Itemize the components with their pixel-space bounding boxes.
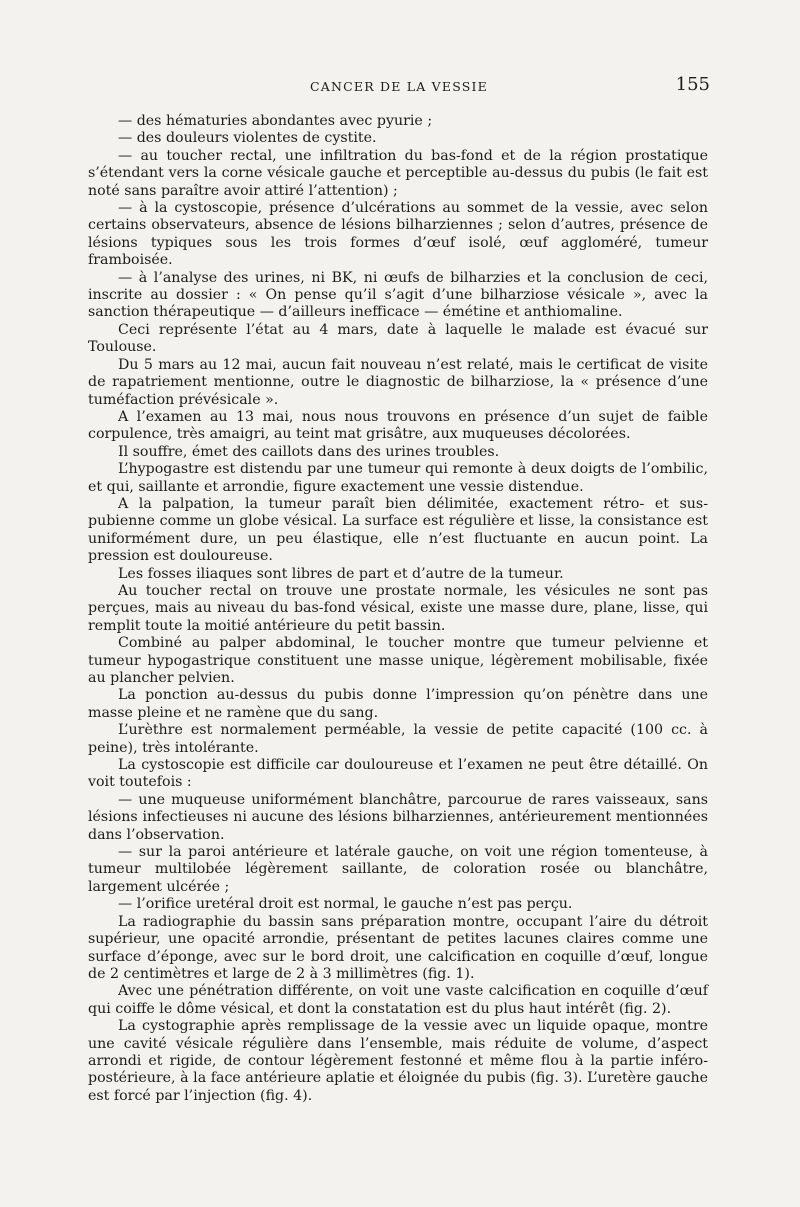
paragraph: — à l’analyse des urines, ni BK, ni œufs de bilharzies et la conclusion de ceci, inscrite au dossier : « On pense qu’il s’agit d’une bilharziose vésicale », avec la sanction thérapeutique — d’ailleurs inefficace — émétine et anthiomaline. xyxy=(88,269,708,321)
paragraph: — à la cystoscopie, présence d’ulcérations au sommet de la vessie, avec selon certains observateurs, absence de lésions bilharziennes ; selon d’autres, présence de lésions typiques sous les trois formes d’œuf isolé, œuf aggloméré, tumeur framboisée. xyxy=(88,200,708,269)
paragraph: L’hypogastre est distendu par une tumeur qui remonte à deux doigts de l’ombilic, et qui, saillante et arrondie, figure exactement une vessie distendue. xyxy=(88,461,708,495)
paragraph: — l’orifice uretéral droit est normal, le gauche n’est pas perçu. xyxy=(118,896,573,913)
paragraph: La radiographie du bassin sans préparation montre, occupant l’aire du détroit supérieur, une opacité arrondie, présentant de petites lacunes claires comme une surface d’éponge, avec sur le bord droit, une calcification en coquille d’œuf, longue de 2 centimètres et large de 2 à 3 millimètres (fig. 1). xyxy=(88,913,708,982)
paragraph: La ponction au-dessus du pubis donne l’impression qu’on pénètre dans une masse pleine et ne ramène que du sang. xyxy=(88,687,708,721)
paragraph: Au toucher rectal on trouve une prostate normale, les vésicules ne sont pas perçues, mais au niveau du bas-fond vésical, existe une masse dure, plane, lisse, qui remplit toute la moitié antérieure du petit bassin. xyxy=(88,582,708,634)
paragraph: A l’examen au 13 mai, nous nous trouvons en présence d’un sujet de faible corpulence, très amaigri, au teint mat grisâtre, aux muqueuses décolorées. xyxy=(88,408,708,443)
page-header xyxy=(88,76,710,98)
paragraph: — au toucher rectal, une infiltration du bas-fond et de la région prostatique s’étendant vers la corne vésicale gauche et perceptible au-dessus du pubis (le fait est noté sans paraître avoir attiré l’attention) ; xyxy=(88,147,708,199)
paragraph: Du 5 mars au 12 mai, aucun fait nouveau n’est relaté, mais le certificat de visite de rapatriement mentionne, outre le diagnostic de bilharziose, la « présence d’une tuméfaction prévésicale ». xyxy=(88,356,708,408)
paragraph: La cystographie après remplissage de la vessie avec un liquide opaque, montre une cavité vésicale régulière dans l’ensemble, mais réduite de volume, d’aspect arrondi et rigide, de contour légèrement festonné et même flou à la partie inféro-postérieure, à la face antérieure aplatie et éloignée du pubis (fig. 3). L’uretère gauche est forcé par l’injection (fig. 4). xyxy=(88,1018,708,1104)
page-number: 155 xyxy=(675,74,710,95)
body-text xyxy=(88,113,708,1105)
paragraph: Les fosses iliaques sont libres de part et d’autre de la tumeur. xyxy=(118,565,564,582)
paragraph: Avec une pénétration différente, on voit une vaste calcification en coquille d’œuf qui coiffe le dôme vésical, et dont la constatation est du plus haut intérêt (fig. 2). xyxy=(88,983,708,1017)
paragraph: Ceci représente l’état au 4 mars, date à laquelle le malade est évacué sur Toulouse. xyxy=(88,321,708,356)
paragraph: La cystoscopie est difficile car douloureuse et l’examen ne peut être détaillé. On voit toutefois : xyxy=(88,757,708,791)
paragraph: A la palpation, la tumeur paraît bien délimitée, exactement rétro- et sus-pubienne comme un globe vésical. La surface est régulière et lisse, la consistance est uniformément dure, un peu élastique, elle n’est fluctuante en aucun point. La pression est douloureuse. xyxy=(88,495,708,565)
paragraph: L’urèthre est normalement perméable, la vessie de petite capacité (100 cc. à peine), très intolérante. xyxy=(88,722,708,756)
running-title: CANCER DE LA VESSIE xyxy=(310,79,488,94)
paragraph: — des douleurs violentes de cystite. xyxy=(118,130,377,147)
paragraph: Il souffre, émet des caillots dans des urines troubles. xyxy=(118,443,500,460)
paragraph: — une muqueuse uniformément blanchâtre, parcourue de rares vaisseaux, sans lésions infectieuses ni aucune des lésions bilharziennes, antérieurement mentionnées dans l’observation. xyxy=(88,791,708,843)
paragraph: Combiné au palper abdominal, le toucher montre que tumeur pelvienne et tumeur hypogastrique constituent une masse unique, légèrement mobilisable, fixée au plancher pelvien. xyxy=(88,635,708,686)
paragraph: — sur la paroi antérieure et latérale gauche, on voit une région tomenteuse, à tumeur multilobée légèrement saillante, de coloration rosée ou blanchâtre, largement ulcérée ; xyxy=(88,844,708,895)
paragraph: — des hématuries abondantes avec pyurie ; xyxy=(118,113,433,129)
